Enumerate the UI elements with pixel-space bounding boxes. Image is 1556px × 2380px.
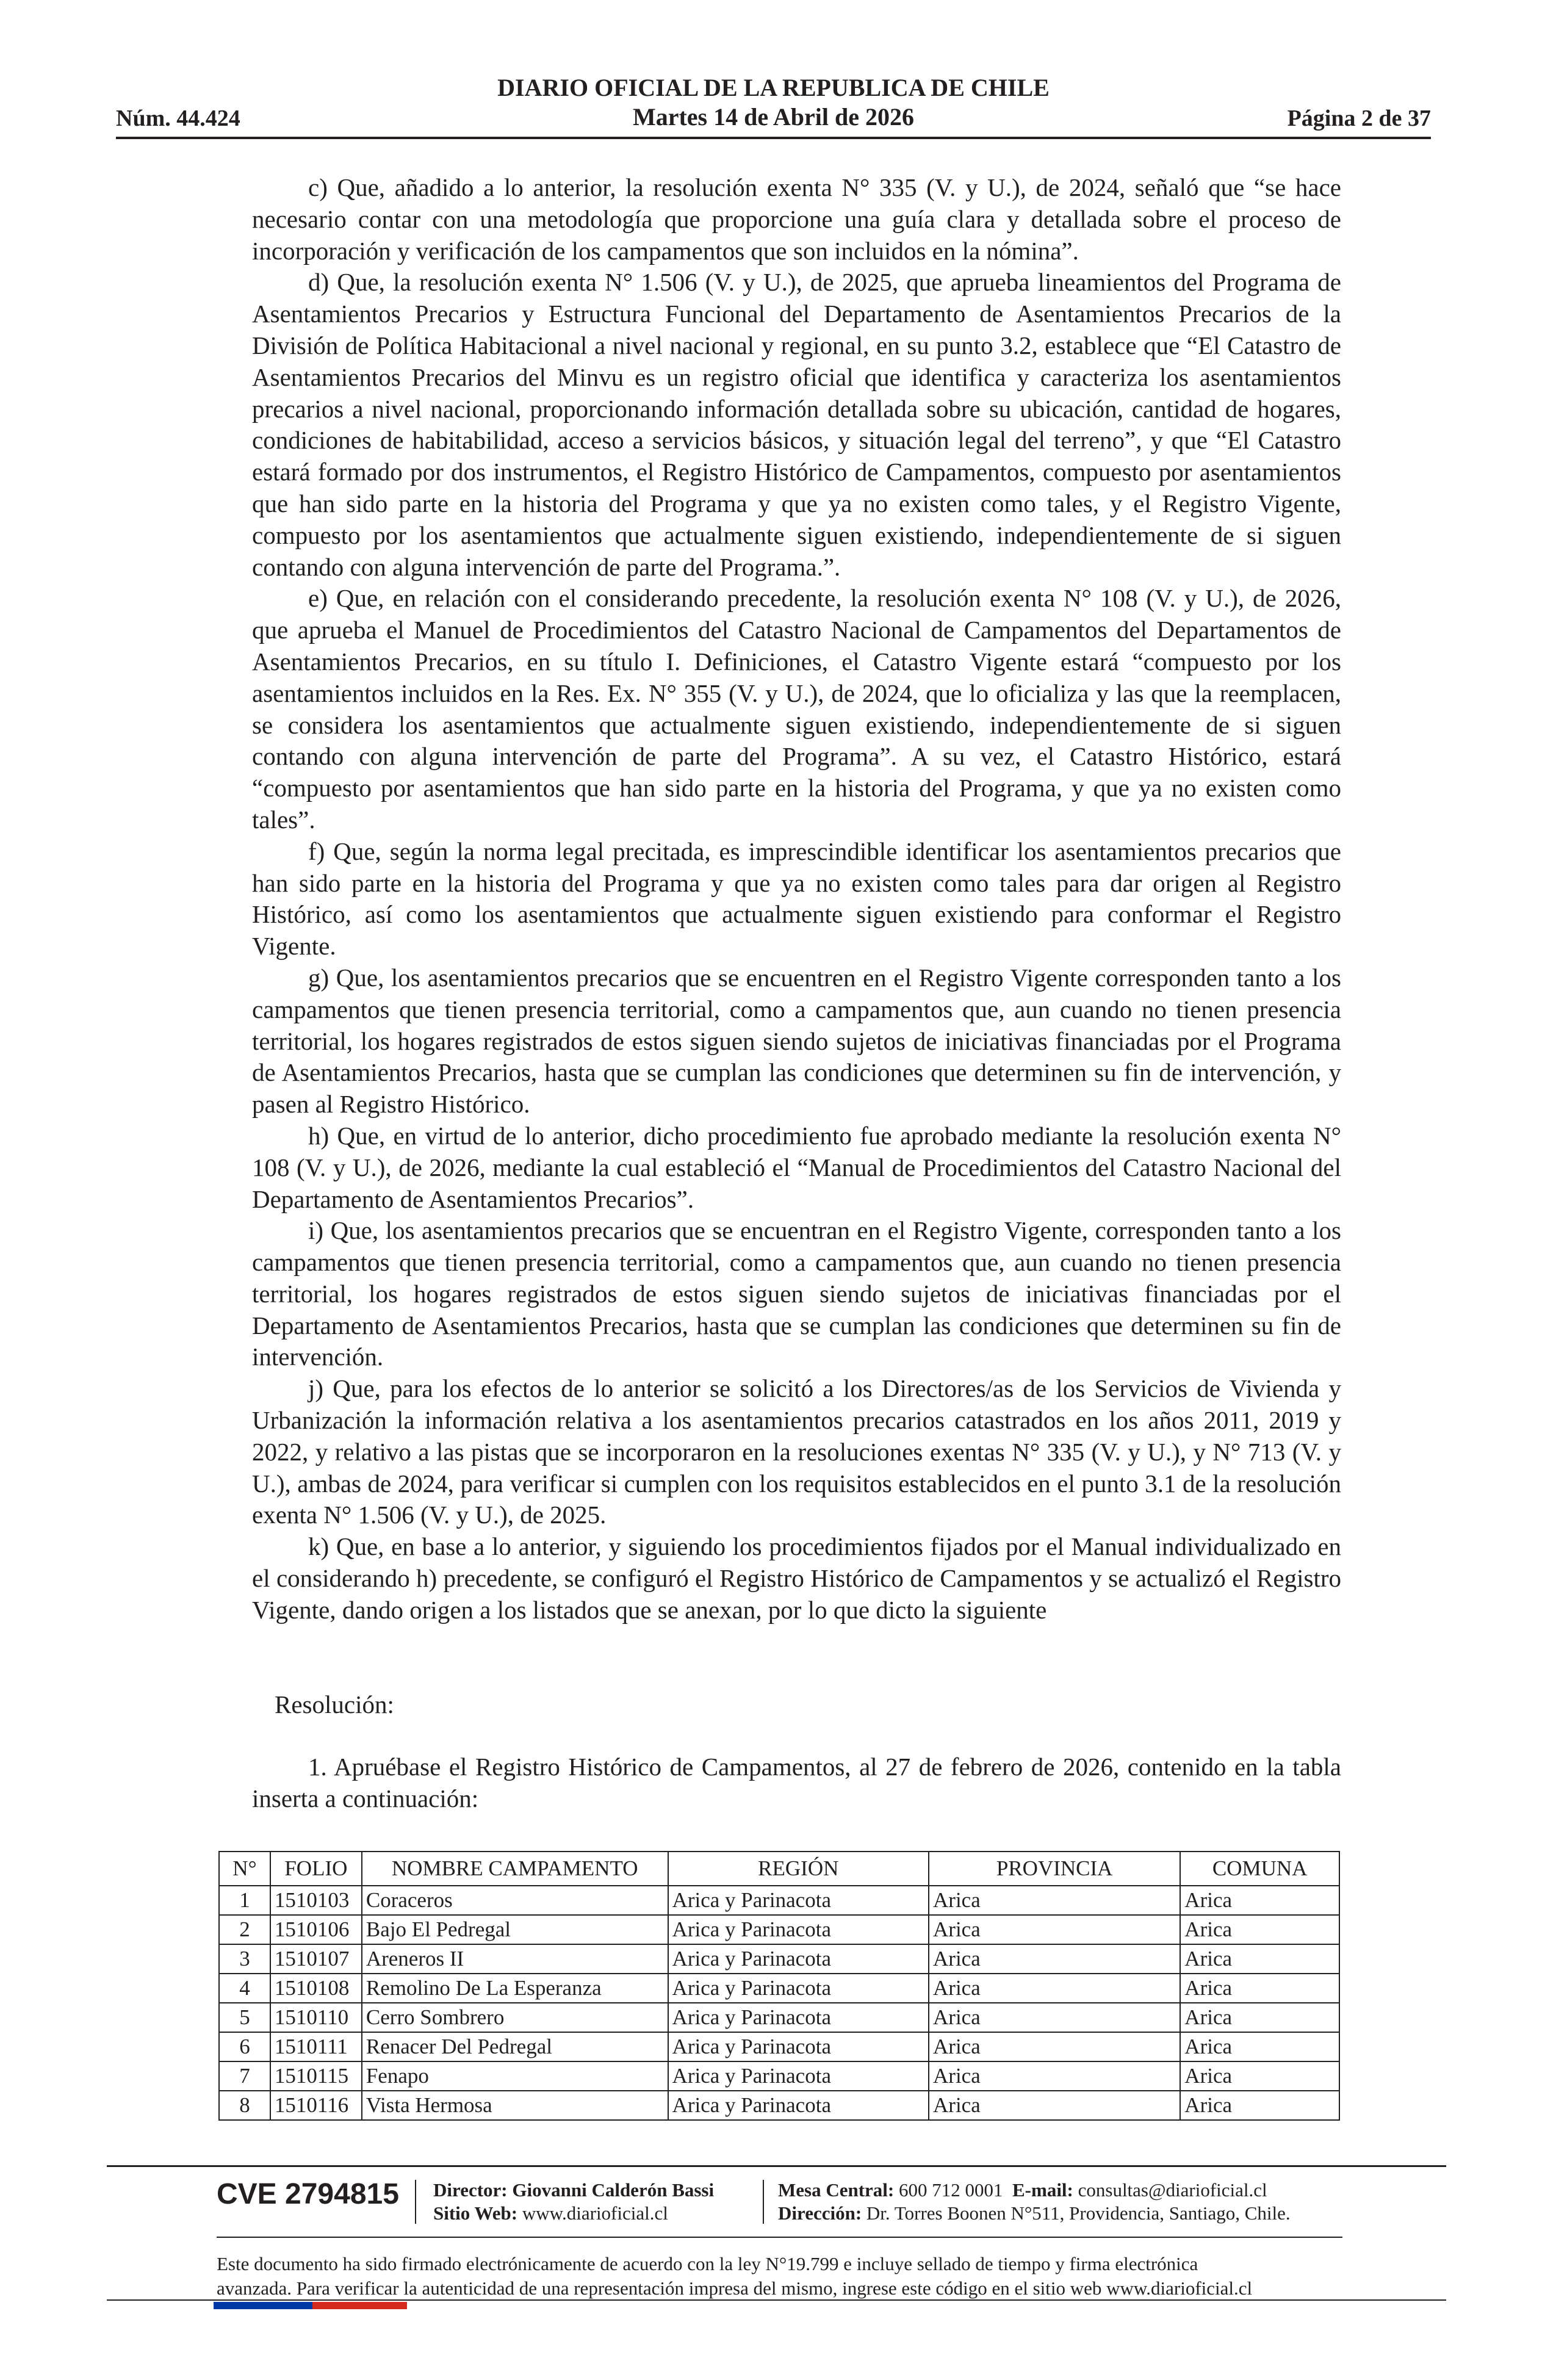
campamentos-table (218, 1851, 1340, 2121)
cell-number: 4 (219, 1974, 270, 2003)
cell-provincia: Arica (929, 1944, 1180, 1974)
document-body (252, 172, 1341, 1626)
legal-line-1: Este documento ha sido firmado electrónicamente de acuerdo con la ley N°19.799 e incluye sellado de tiempo y firma electrónica (217, 2253, 1198, 2274)
cell-region: Arica y Parinacota (668, 1915, 929, 1944)
cell-region: Arica y Parinacota (668, 1944, 929, 1974)
cell-folio: 1510106 (270, 1915, 362, 1944)
table-row (219, 1974, 1339, 2003)
col-header-region: REGIÓN (668, 1852, 929, 1886)
cell-region: Arica y Parinacota (668, 2003, 929, 2032)
cell-provincia: Arica (929, 2032, 1180, 2061)
masthead (116, 73, 1431, 132)
col-header-folio: FOLIO (270, 1852, 362, 1886)
cell-comuna: Arica (1180, 2032, 1339, 2061)
cell-nombre: Renacer Del Pedregal (362, 2032, 668, 2061)
legal-notice (217, 2252, 1352, 2301)
footer-director-block (433, 2179, 714, 2225)
header-rule (116, 137, 1431, 139)
cell-region: Arica y Parinacota (668, 2091, 929, 2120)
cell-comuna: Arica (1180, 1886, 1339, 1915)
footer-divider (415, 2180, 416, 2224)
cell-number: 6 (219, 2032, 270, 2061)
cell-nombre: Cerro Sombrero (362, 2003, 668, 2032)
page-header (116, 73, 1431, 140)
cell-nombre: Vista Hermosa (362, 2091, 668, 2120)
col-header-nombre: NOMBRE CAMPAMENTO (362, 1852, 668, 1886)
cell-comuna: Arica (1180, 2091, 1339, 2120)
col-header-number: N° (219, 1852, 270, 1886)
web-url[interactable]: www.diarioficial.cl (522, 2202, 668, 2224)
cell-folio: 1510103 (270, 1886, 362, 1915)
col-header-provincia: PROVINCIA (929, 1852, 1180, 1886)
cell-number: 8 (219, 2091, 270, 2120)
cell-comuna: Arica (1180, 1915, 1339, 1944)
director-name: Giovanni Calderón Bassi (512, 2179, 715, 2201)
flag-stripe-blue (214, 2302, 312, 2309)
email-value[interactable]: consultas@diarioficial.cl (1078, 2179, 1267, 2201)
cell-folio: 1510111 (270, 2032, 362, 2061)
cell-provincia: Arica (929, 1974, 1180, 2003)
table-header-row (219, 1852, 1339, 1886)
issue-date: Martes 14 de Abril de 2026 (632, 103, 915, 131)
cell-provincia: Arica (929, 1886, 1180, 1915)
issue-number: Núm. 44.424 (116, 106, 240, 131)
cell-number: 3 (219, 1944, 270, 1974)
considerando-d: d) Que, la resolución exenta N° 1.506 (V. y U.), de 2025, que aprueba lineamientos del Programa de Asentamientos Precarios y Estructura Funcional del Departamento de Asentamientos Precarios de la División de Política Habitacional a nivel nacional y regional, en su punto 3.2, establece que “El Catastro de Asentamientos Precarios del Minvu es un registro oficial que identifica y caracteriza los asentamientos precarios a nivel nacional, proporcionando información detallada sobre su ubicación, cantidad de hogares, condiciones de habitabilidad, acceso a servicios básicos, y situación legal del terreno”, y que “El Catastro estará formado por dos instrumentos, el Registro Histórico de Campamentos, compuesto por asentamientos que han sido parte en la historia del Programa y que ya no existen como tales, y el Registro Vigente, compuesto por los asentamientos que actualmente siguen existiendo, independientemente de si siguen contando con alguna intervención de parte del Programa.”. (252, 268, 1341, 581)
considerando-h: h) Que, en virtud de lo anterior, dicho procedimiento fue aprobado mediante la resolución exenta N° 108 (V. y U.), de 2026, mediante la cual estableció el “Manual de Procedimientos del Catastro Nacional del Departamento de Asentamientos Precarios”. (252, 1121, 1341, 1213)
cell-provincia: Arica (929, 2003, 1180, 2032)
newspaper-title: DIARIO OFICIAL DE LA REPUBLICA DE CHILE (497, 74, 1050, 101)
cell-number: 2 (219, 1915, 270, 1944)
footer-top-rule (107, 2165, 1446, 2167)
footer-bottom-rule (107, 2299, 1446, 2301)
col-header-comuna: COMUNA (1180, 1852, 1339, 1886)
director-label: Director: (433, 2179, 508, 2201)
resolution-item-1: 1. Apruébase el Registro Histórico de Campamentos, al 27 de febrero de 2026, contenido en la tabla inserta a continuación: (252, 1753, 1341, 1812)
resolution-heading: Resolución: (275, 1690, 394, 1718)
considerando-i: i) Que, los asentamientos precarios que se encuentran en el Registro Vigente, corresponden tanto a los campamentos que tienen presencia territorial, como a campamentos que, aun cuando no tienen presencia territorial, los hogares registrados de estos siguen siendo sujetos de iniciativas financiadas por el Departamento de Asentamientos Precarios, hasta que se cumplan las condiciones que determinen su fin de intervención. (252, 1216, 1341, 1371)
cell-region: Arica y Parinacota (668, 2032, 929, 2061)
footer-contact-block (778, 2179, 1291, 2225)
table-row (219, 2091, 1339, 2120)
cell-comuna: Arica (1180, 2003, 1339, 2032)
considerando-g: g) Que, los asentamientos precarios que se encuentren en el Registro Vigente corresponden tanto a los campamentos que tienen presencia territorial, como a campamentos que, aun cuando no tienen presencia territorial, los hogares registrados de estos siguen siendo sujetos de iniciativas financiadas por el Programa de Asentamientos Precarios, hasta que se cumplan las condiciones que determinen su fin de intervención, y pasen al Registro Histórico. (252, 963, 1341, 1119)
table-row (219, 2061, 1339, 2091)
cell-region: Arica y Parinacota (668, 1974, 929, 2003)
table-row (219, 2032, 1339, 2061)
cell-nombre: Areneros II (362, 1944, 668, 1974)
cell-region: Arica y Parinacota (668, 2061, 929, 2091)
footer-mid-rule (217, 2237, 1342, 2238)
legal-line-2: avanzada. Para verificar la autenticidad de una representación impresa del mismo, ingrese este código en el sitio web www.diarioficial.cl (217, 2277, 1253, 2299)
cell-provincia: Arica (929, 2091, 1180, 2120)
page-number: Página 2 de 37 (1287, 106, 1431, 131)
cell-nombre: Bajo El Pedregal (362, 1915, 668, 1944)
footer-divider (763, 2180, 764, 2224)
considerando-c: c) Que, añadido a lo anterior, la resolución exenta N° 335 (V. y U.), de 2024, señaló que “se hace necesario contar con una metodología que proporcione una guía clara y detallada sobre el proceso de incorporación y verificación de los campamentos que son incluidos en la nómina”. (252, 173, 1341, 265)
address-label: Dirección: (778, 2202, 862, 2224)
cell-folio: 1510108 (270, 1974, 362, 2003)
cell-nombre: Fenapo (362, 2061, 668, 2091)
cell-number: 1 (219, 1886, 270, 1915)
web-label: Sitio Web: (433, 2202, 518, 2224)
cve-code: CVE 2794815 (217, 2178, 399, 2210)
cell-region: Arica y Parinacota (668, 1886, 929, 1915)
address-value: Dr. Torres Boonen N°511, Providencia, Santiago, Chile. (866, 2202, 1291, 2224)
cell-provincia: Arica (929, 2061, 1180, 2091)
cell-folio: 1510116 (270, 2091, 362, 2120)
phone-label: Mesa Central: (778, 2179, 895, 2201)
considerando-e: e) Que, en relación con el considerando precedente, la resolución exenta N° 108 (V. y U.), de 2026, que aprueba el Manuel de Procedimientos del Catastro Nacional de Campamentos del Departamentos de Asentamientos Precarios, en su título I. Definiciones, el Catastro Vigente estará “compuesto por los asentamientos incluidos en la Res. Ex. N° 355 (V. y U.), de 2024, que lo oficializa y las que la reemplacen, se considera los asentamientos que actualmente siguen existiendo, independientemente de si siguen contando con alguna intervención de parte del Programa”. A su vez, el Catastro Histórico, estará “compuesto por asentamientos que han sido parte en la historia del Programa, y que ya no existen como tales”. (252, 584, 1341, 834)
table-row (219, 2003, 1339, 2032)
flag-stripe-red (312, 2302, 407, 2309)
cell-comuna: Arica (1180, 2061, 1339, 2091)
cell-folio: 1510110 (270, 2003, 362, 2032)
considerando-f: f) Que, según la norma legal precitada, es imprescindible identificar los asentamientos precarios que han sido parte en la historia del Programa y que ya no existen como tales para dar origen al Registro Histórico, así como los asentamientos que actualmente siguen existiendo para conformar el Registro Vigente. (252, 837, 1341, 961)
cell-nombre: Remolino De La Esperanza (362, 1974, 668, 2003)
table-row (219, 1944, 1339, 1974)
table-row (219, 1915, 1339, 1944)
phone-value: 600 712 0001 (899, 2179, 1003, 2201)
email-label: E-mail: (1012, 2179, 1073, 2201)
cell-comuna: Arica (1180, 1944, 1339, 1974)
table-row (219, 1886, 1339, 1915)
cell-number: 7 (219, 2061, 270, 2091)
cell-folio: 1510107 (270, 1944, 362, 1974)
cell-provincia: Arica (929, 1915, 1180, 1944)
cell-comuna: Arica (1180, 1974, 1339, 2003)
cell-nombre: Coraceros (362, 1886, 668, 1915)
considerando-j: j) Que, para los efectos de lo anterior se solicitó a los Directores/as de los Servicios de Vivienda y Urbanización la información relativa a los asentamientos precarios catastrados en los años 2011, 2019 y 2022, y relativo a las pistas que se incorporaron en la resoluciones exentas N° 335 (V. y U.), y N° 713 (V. y U.), ambas de 2024, para verificar si cumplen con los requisitos establecidos en el punto 3.1 de la resolución exenta N° 1.506 (V. y U.), de 2025. (252, 1374, 1341, 1529)
cell-number: 5 (219, 2003, 270, 2032)
cell-folio: 1510115 (270, 2061, 362, 2091)
considerando-k: k) Que, en base a lo anterior, y siguiendo los procedimientos fijados por el Manual individualizado en el considerando h) precedente, se configuró el Registro Histórico de Campamentos y se actualizó el Registro Vigente, dando origen a los listados que se anexan, por lo que dicto la siguiente (252, 1532, 1341, 1624)
